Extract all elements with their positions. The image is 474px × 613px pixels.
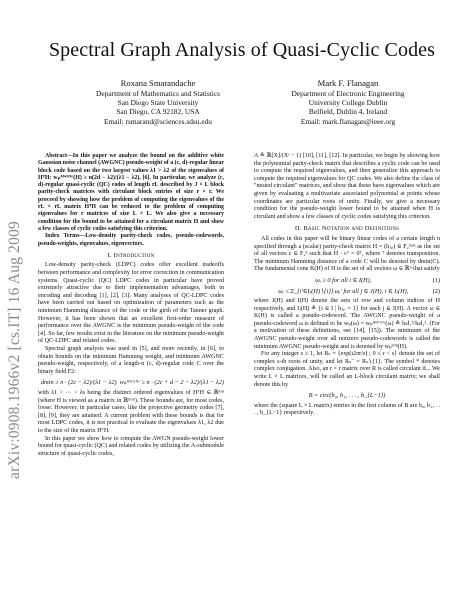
author-block-2 — [253, 78, 443, 126]
equation-1 — [254, 277, 440, 285]
equation-pseudo-weight: wₚᴬᵂᴳᴺᶜ ≥ n · (2c + d − 2 − λ2)/(λ1 − λ2) — [119, 379, 224, 387]
equation-1-body: ωᵢ ≥ 0 for all i ∈ I(H), — [315, 276, 372, 284]
equation-3 — [254, 392, 440, 400]
author-email: Email: mark.flanagan@ieee.org — [300, 116, 396, 126]
arxiv-stamp — [4, 160, 26, 540]
author-address: San Diego, CA 92182, USA — [116, 107, 200, 117]
section-heading-notation: II. Basic Notation and Definitions — [294, 225, 400, 233]
paragraph: Spectral graph analysis was used in [5], and more recently, in [6], to obtain bounds on the minimum Hamming weight, and minimum AWGNC pseudo-weight, respectively, of a length-n (c, d)-regular code C over the binary field F2: — [38, 345, 224, 375]
abstract: Abstract—In this paper we analyze the bound on the additive white Gaussian noise channel (AWGNC) pseudo-weight of a (c, d)-regular linear block code based on the two largest values λ1 > λ2 of the eigenvalues of HᵀH: wₚᴬᵂᴳᴺᶜ(H) ≥ n(2d − λ2)/(λ1 − λ2), [6]. In particular, we analyze (c, d)-regular quasi-cyclic (QC) codes of length rL described by J × L block parity-check matrices with circulant block entries of size r × r. We proceed by showing how the problem of computing the eigenvalues of the rL × rL matrix HᵀH can be reduced to the problem of computing eigenvalues for r matrices of size L × L. We also give a necessary condition for the bound to be attained for a circulant matrix H and show a few classes of cyclic codes satisfying this criterion. — [38, 153, 224, 232]
paragraph: with λ1 > ··· > λs being the distinct ordered eigenvalues of HᵀH ∈ ℝⁿˣⁿ (where H is viewed as a matrix in ℝᵐˣⁿ). These bounds are, for most codes, loose. However, in particular cases, like the projective geometry codes [7], [8], [9], they are attained. A current problem with these bounds is that for most LDPC codes, it is not practical to evaluate the eigenvalues λ1, λ2 due to the size of the matrix HᵀH. — [38, 389, 224, 434]
equation-2 — [254, 288, 440, 296]
equation-dmin: dmin ≥ n · (2c − λ2)/(λ1 − λ2) — [41, 379, 117, 387]
author-block-1 — [63, 78, 253, 126]
author-address: Belfield, Dublin 4, Ireland — [308, 107, 388, 117]
index-terms: Index Terms—Low-density parity-check codes, pseudo-codewords, pseudo-weights, eigenvalues, eigenvectors. — [38, 233, 224, 247]
author-affiliation: Department of Mathematics and Statistics — [96, 89, 220, 98]
author-email: Email: rsmarand@sciences.sdsu.edu — [104, 116, 212, 126]
right-column — [254, 153, 440, 418]
equation-2-body: ωᵢ ≤ Σ_{i′∈Iⱼ(H)∖{i}} ωᵢ′ for all j ∈ J(H), i ∈ Iⱼ(H), — [278, 287, 409, 295]
equation-bounds — [38, 379, 224, 387]
equation-3-body: B = circ(b₀, b₁, . . . , b_{L−1}) — [308, 392, 386, 400]
paragraph: Low-density parity-check (LDPC) codes offer excellent tradeoffs between performance and complexity for error correction in communication systems. Quasi-cyclic (QC) LDPC codes in particular have proved extremely attractive due to their implementation advantages, both in encoding and decoding [1], [2], [3]. Many analyses of QC-LDPC codes have been carried out based on optimization of parameters such as the minimum Hamming distance of the code or the girth of the Tanner graph. However, it has been shown that an excellent first-order measure of performance over the AWGNC is the minimum pseudo-weight of the code [4]. So far, few results exist in the literature on the minimum pseudo-weight of QC-LDPC and related codes. — [38, 262, 224, 345]
author-name: Roxana Smarandache — [120, 78, 196, 88]
author-affiliation: San Diego State University — [117, 98, 199, 108]
paper-title: Spectral Graph Analysis of Quasi-Cyclic Codes — [48, 39, 436, 61]
paragraph: All codes in this paper will be binary linear codes of a certain length n specified through a (scalar) parity-check matrix H = (hⱼ,ᵢ) ∈ F₂ᵐˣⁿ as the set of all vectors c ∈ F₂ⁿ such that H · cᵀ = 0ᵀ, where ᵀ denotes transposition. The minimum Hamming distance of a code C will be denoted by dmin(C). The fundamental cone K(H) of H is the set of all vectors ω ∈ ℝⁿ that satisfy — [254, 235, 440, 273]
paragraph: A ≜ ℝ[X]/(Xʳ − 1) [10], [11], [12]. In particular, we begin by showing how the polynomial parity-check matrix that describes a cyclic code can be used to compute the required eigenvalues, and then generalize this approach to compute the required eigenvalues for QC codes. We also define the class of "nested circulant" matrices, and show that these have eigenvalues which are given by evaluating a multivariate associated polynomial at points whose coordinates are particular roots of unity. Finally, we give a necessary condition for the pseudo-weight lower bound to be attained when H is circulant and show a few classes of cyclic codes satisfying this criterion. — [254, 153, 440, 220]
paragraph: For any integer s ≥ 1, let Rₛ = {exp(ı2πr/s) ; 0 ≤ r < s} denote the set of complex s-th roots of unity, and let Rₛ⁻ = Rₛ∖{1}. The symbol * denotes complex conjugation. Also, an r × r matrix over R is called circulant if... We write L × L matrices, will be called an L-block circulant matrix; we shall denote this by — [254, 351, 440, 388]
author-affiliation: Department of Electronic Engineering — [291, 89, 405, 98]
paragraph: where the (square L × L matrix) entries in the first column of B are b₀, b₁, . . . , b_{L−1} respectively. — [254, 402, 440, 417]
equation-1-number: (1) — [432, 276, 440, 284]
paragraph: In this paper we show how to compute the AWGN pseudo-weight lower bound for quasi-cyclic (QC) and related codes by utilizing the A-submodule structure of quasi-cyclic codes, — [38, 435, 224, 457]
left-column — [38, 153, 224, 458]
author-name: Mark F. Flanagan — [317, 78, 379, 88]
author-affiliation: University College Dublin — [308, 98, 388, 108]
section-heading-introduction: I. Introduction — [107, 251, 155, 259]
equation-2-number: (2) — [432, 287, 440, 295]
arxiv-stamp-text: arXiv:0908.1966v2 [cs.IT] 16 Aug 2009 — [6, 221, 24, 479]
paragraph: where J(H) and I(H) denote the sets of row and column indices of H respectively, and Iⱼ(H) ≜ {i ∈ I | hⱼ,ᵢ = 1} for each j ∈ J(H). A vector ω ∈ K(H) is called a pseudo-codeword. The AWGNC pseudo-weight of a pseudo-codeword ω is defined to be wₚ(ω) = wₚᴬᵂᴳᴺᶜ(ω) ≜ ‖ω‖₁²/‖ω‖₂². (For a motivation of these definitions, see [14], [15]). The minimum of the AWGNC pseudo-weight over all nonzero pseudo-codewords is called the minimum AWGNC pseudo-weight and is denoted by wₚᵐⁱⁿ(H). — [254, 298, 440, 350]
